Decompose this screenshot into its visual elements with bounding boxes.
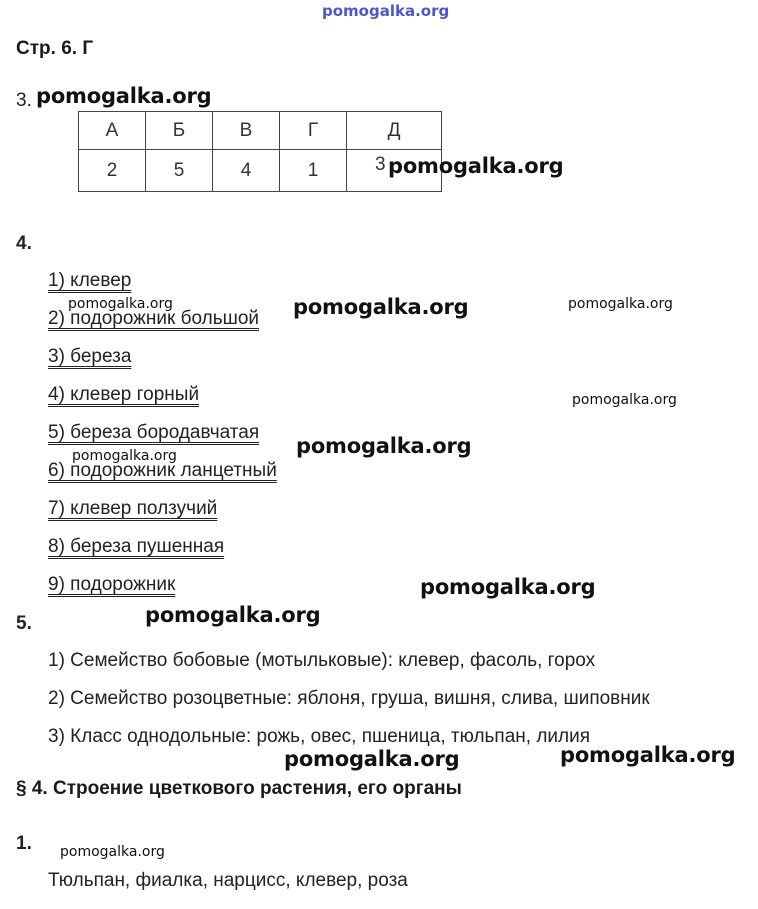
list-item: 3) береза	[48, 346, 132, 367]
table-header-cell: В	[213, 112, 280, 150]
answer-table-q3	[78, 111, 442, 192]
question-1-number: 1.	[16, 833, 32, 854]
watermark: pomogalka.org	[388, 154, 564, 178]
watermark: pomogalka.org	[284, 747, 460, 771]
table-header-cell: Д	[347, 112, 442, 150]
table-header-cell: Б	[146, 112, 213, 150]
list-item: 1) клевер	[48, 270, 132, 291]
list-item: 4) клевер горный	[48, 384, 200, 405]
question-3-number: 3.	[16, 90, 32, 111]
watermark: pomogalka.org	[36, 84, 212, 108]
watermark: pomogalka.org	[68, 296, 173, 312]
table-value-cell: 4	[213, 150, 280, 192]
question-5-number: 5.	[16, 613, 32, 634]
watermark-top: pomogalka.org	[322, 2, 450, 20]
watermark: pomogalka.org	[293, 295, 469, 319]
table-header-cell: Г	[280, 112, 347, 150]
list-item: 5) береза бородавчатая	[48, 422, 260, 443]
table-value-cell: 5	[146, 150, 213, 192]
watermark: pomogalka.org	[60, 844, 165, 860]
list-item: 7) клевер ползучий	[48, 498, 218, 519]
watermark: pomogalka.org	[72, 448, 177, 464]
list-item: 2) подорожник большой	[48, 308, 260, 329]
answer-line: Тюльпан, фиалка, нарцисс, клевер, роза	[48, 870, 408, 891]
watermark: pomogalka.org	[296, 434, 472, 458]
section-title: § 4. Строение цветкового растения, его органы	[16, 778, 462, 799]
answer-line: 3) Класс однодольные: рожь, овес, пшеница, тюльпан, лилия	[48, 726, 591, 747]
table-value-cell: 2	[79, 150, 146, 192]
watermark: pomogalka.org	[145, 603, 321, 627]
list-item: 8) береза пушенная	[48, 536, 225, 557]
answer-line: 1) Семейство бобовые (мотыльковые): клевер, фасоль, горох	[48, 650, 596, 671]
page-header: Стр. 6. Г	[16, 38, 94, 59]
watermark: pomogalka.org	[572, 392, 677, 408]
watermark: pomogalka.org	[568, 296, 673, 312]
list-item: 6) подорожник ланцетный	[48, 460, 277, 481]
table-header-row	[79, 112, 442, 150]
table-header-cell: А	[79, 112, 146, 150]
list-item: 9) подорожник	[48, 574, 176, 595]
watermark: pomogalka.org	[420, 575, 596, 599]
table-value-cell: 3	[347, 150, 442, 192]
watermark: pomogalka.org	[560, 743, 736, 767]
question-4-number: 4.	[16, 233, 32, 254]
table-value-cell: 1	[280, 150, 347, 192]
answer-line: 2) Семейство розоцветные: яблоня, груша, вишня, слива, шиповник	[48, 688, 650, 709]
